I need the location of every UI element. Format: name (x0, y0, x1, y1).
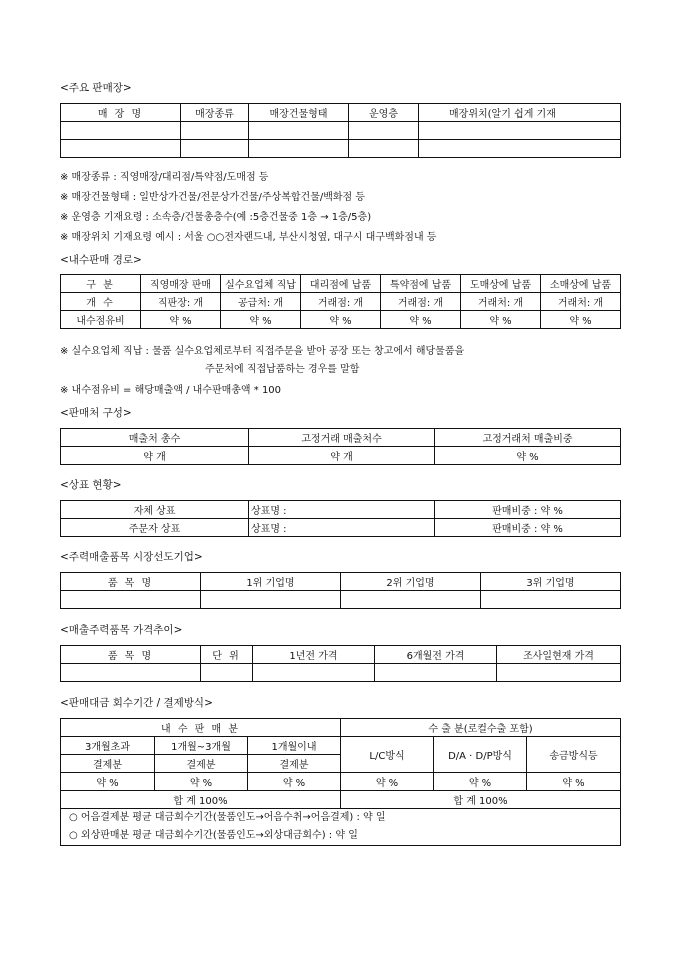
payment-table (60, 718, 621, 846)
cell (481, 591, 621, 609)
cell (249, 140, 349, 158)
cell (61, 122, 181, 140)
cell: 거래처: 개 (541, 293, 621, 311)
section-title-sales-channel: <내수판매 경로> (60, 254, 142, 266)
cell: 내 수 판 매 분 (61, 719, 341, 737)
cell: 약 개 (249, 447, 435, 465)
cell (201, 664, 253, 682)
cell: 약 % (221, 311, 301, 329)
cell: 품 목 명 (61, 646, 201, 664)
cell: 2위 기업명 (341, 573, 481, 591)
cell (61, 809, 621, 846)
header-store-type: 매장종류 (181, 104, 249, 122)
cell: 단 위 (201, 646, 253, 664)
cell (61, 591, 201, 609)
cell: 약 % (141, 311, 221, 329)
bullet-line: ○ 외상판매분 평균 대금회수기간(물품인도→외상대금회수) : 약 일 (69, 830, 358, 841)
cell (253, 664, 375, 682)
cell (419, 122, 621, 140)
brands-table (60, 500, 621, 537)
cell (61, 737, 155, 755)
cell-line: 3개월초과 (84, 742, 130, 753)
cell: 고정거래처 매출비중 (435, 429, 621, 447)
cell: 약 % (435, 447, 621, 465)
cell: 개 수 (61, 293, 141, 311)
note-floor: ※ 운영층 기재요령 : 소속층/건물총층수(예 :5층건물중 1층 → 1층/5층) (60, 212, 372, 223)
cell-line: 결제분 (186, 760, 216, 771)
cell (61, 664, 201, 682)
cell: 실수요업체 직납 (221, 275, 301, 293)
bullet-line: ○ 어음결제분 평균 대금회수기간(물품인도→어음수취→어음결제) : 약 일 (69, 812, 386, 823)
note-direct-supply-cont: 주문처에 직접납품하는 경우를 말함 (205, 364, 360, 375)
cell: 내수점유비 (61, 311, 141, 329)
cell: 자체 상표 (61, 501, 249, 519)
section-title-market-leaders: <주력매출품목 시장선도기업> (60, 551, 203, 563)
cell: 조사일현재 가격 (497, 646, 621, 664)
cell: 거래점: 개 (381, 293, 461, 311)
section-title-main-stores: <주요 판매장> (60, 82, 132, 94)
cell (61, 755, 155, 773)
cell: 거래처: 개 (461, 293, 541, 311)
cell: 약 % (248, 773, 341, 791)
cell-line: 결제분 (279, 760, 309, 771)
note-building-type: ※ 매장건물형태 : 일반상가건물/전문상가건물/주상복합건물/백화점 등 (60, 192, 366, 203)
customers-table (60, 428, 621, 465)
cell (375, 664, 497, 682)
cell: 약 % (461, 311, 541, 329)
cell: 약 % (527, 773, 621, 791)
cell: 약 % (341, 773, 434, 791)
cell-line: 1개월이내 (271, 742, 317, 753)
header-location: 매장위치(알기 쉽게 기재 (419, 104, 621, 122)
cell (349, 140, 419, 158)
cell: D/A · D/P방식 (434, 737, 527, 773)
cell-line: 1개월~3개월 (171, 742, 231, 753)
section-title-payment: <판매대금 회수기간 / 결제방식> (60, 697, 213, 709)
note-store-type: ※ 매장종류 : 직영매장/대리점/특약점/도매점 등 (60, 172, 269, 183)
cell: 대리점에 납품 (301, 275, 381, 293)
cell: 약 % (61, 773, 155, 791)
cell: 합 계 100% (341, 791, 621, 809)
cell: 1위 기업명 (201, 573, 341, 591)
cell: 약 % (155, 773, 248, 791)
cell: 상표명 : (249, 501, 435, 519)
cell: 3위 기업명 (481, 573, 621, 591)
cell (155, 737, 248, 755)
section-title-customers: <판매처 구성> (60, 407, 132, 419)
cell: 약 % (541, 311, 621, 329)
cell: 송금방식등 (527, 737, 621, 773)
header-store-name: 매 장 명 (61, 104, 181, 122)
cell: 판매비중 : 약 % (435, 519, 621, 537)
cell (181, 122, 249, 140)
section-title-price-trend: <매출주력품목 가격추이> (60, 624, 183, 636)
cell: 직영매장 판매 (141, 275, 221, 293)
cell: 약 % (381, 311, 461, 329)
cell (419, 140, 621, 158)
cell (181, 140, 249, 158)
cell: L/C방식 (341, 737, 434, 773)
cell: 특약점에 납품 (381, 275, 461, 293)
main-stores-table (60, 103, 621, 158)
cell: 품 목 명 (61, 573, 201, 591)
cell: 6개월전 가격 (375, 646, 497, 664)
cell: 직판장: 개 (141, 293, 221, 311)
market-leaders-table (60, 572, 621, 609)
cell: 약 % (301, 311, 381, 329)
cell: 도매상에 납품 (461, 275, 541, 293)
cell-line: 결제분 (93, 760, 122, 771)
sales-channel-table (60, 274, 621, 329)
cell (248, 737, 341, 755)
cell: 고정거래 매출처수 (249, 429, 435, 447)
header-floor: 운영층 (349, 104, 419, 122)
cell: 1년전 가격 (253, 646, 375, 664)
cell: 약 개 (61, 447, 249, 465)
cell: 약 % (434, 773, 527, 791)
cell: 구 분 (61, 275, 141, 293)
cell: 공급처: 개 (221, 293, 301, 311)
cell (155, 755, 248, 773)
cell: 소매상에 납품 (541, 275, 621, 293)
price-trend-table (60, 645, 621, 682)
cell (341, 591, 481, 609)
cell (249, 122, 349, 140)
cell: 상표명 : (249, 519, 435, 537)
cell: 합 계 100% (61, 791, 341, 809)
cell (201, 591, 341, 609)
section-title-brands: <상표 현황> (60, 479, 122, 491)
cell (248, 755, 341, 773)
cell: 주문자 상표 (61, 519, 249, 537)
cell (349, 122, 419, 140)
cell (61, 140, 181, 158)
cell: 매출처 총수 (61, 429, 249, 447)
cell: 판매비중 : 약 % (435, 501, 621, 519)
cell (497, 664, 621, 682)
cell: 수 출 분(로컬수출 포함) (341, 719, 621, 737)
note-location: ※ 매장위치 기재요령 예시 : 서울 ○○전자랜드내, 부산시청옆, 대구시 대구백화점내 등 (60, 232, 437, 243)
note-direct-supply: ※ 실수요업체 직납 : 물품 실수요업체로부터 직접주문을 받아 공장 또는 창고에서 해당물품을 (60, 346, 465, 357)
header-building-type: 매장건물형태 (249, 104, 349, 122)
cell: 거래점: 개 (301, 293, 381, 311)
note-share-formula: ※ 내수점유비 = 해당매출액 / 내수판매총액 * 100 (60, 385, 282, 396)
